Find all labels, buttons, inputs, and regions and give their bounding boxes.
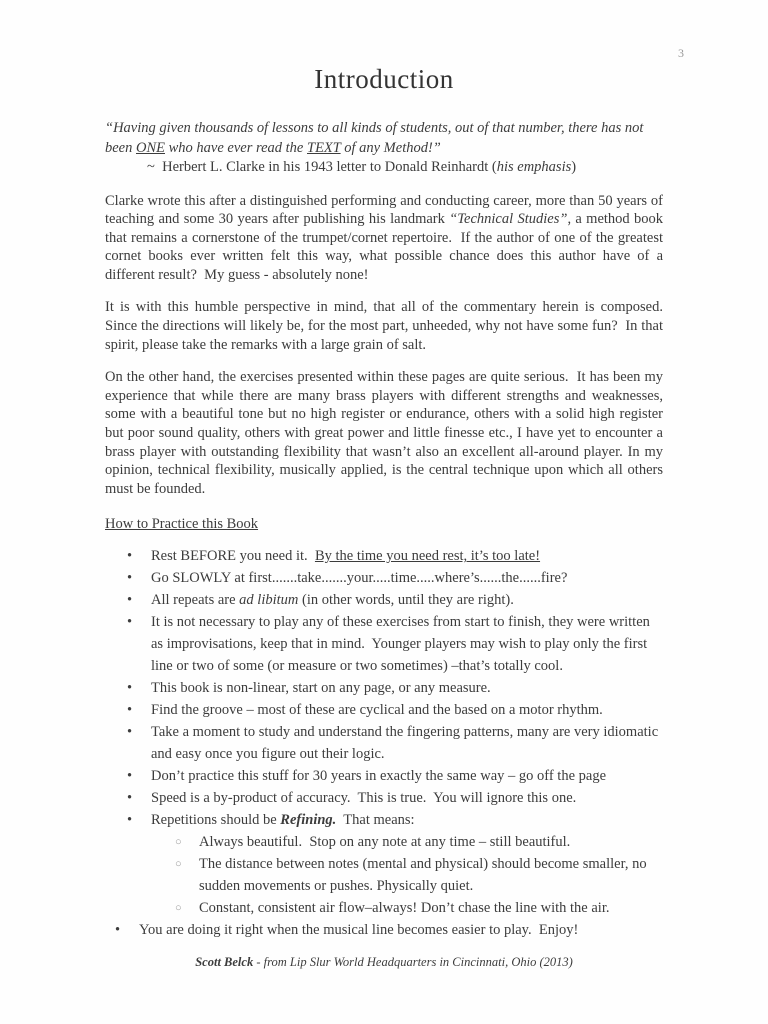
text-segment: All repeats are (151, 592, 240, 609)
bullet-marker: • (127, 548, 133, 565)
bullet-item (105, 611, 663, 677)
bullet-item (105, 567, 663, 589)
text-segment: Don’t practice this stuff for 30 years in exactly the same way – go off the page (151, 768, 607, 785)
section-heading: How to Practice this Book (105, 516, 259, 533)
text-segment: Always beautiful. Stop on any note at any time – still beautiful. (199, 834, 571, 851)
text-segment: By the time you need rest, it’s too late! (314, 548, 541, 565)
bullet-text (151, 721, 663, 765)
text-segment: ad libitum (239, 592, 299, 609)
text-segment: Go SLOWLY at first.......take.......your.....time.....where’s......the......fire? (151, 570, 568, 587)
text-segment: That means: (336, 812, 415, 829)
text-segment: Clarke wrote this after a distinguished performing and conducting career, more than 50 years of teaching and some 30 years after publishing his landmark (105, 192, 667, 228)
sub-bullet-text (199, 831, 663, 853)
sub-bullet-marker: ○ (175, 858, 182, 871)
sub-bullet-item (105, 831, 663, 853)
text-segment: Scott Belck (195, 955, 254, 970)
bullet-marker: • (115, 922, 121, 939)
bullet-marker: • (127, 768, 133, 785)
bullet-item (105, 721, 663, 765)
bullet-text (151, 611, 663, 677)
bullet-marker: • (127, 614, 133, 631)
bullet-item (105, 765, 663, 787)
page-title: Introduction (314, 64, 454, 94)
text-segment: “Having given thousands of lessons to all kinds of students, out of that number, there has not been (105, 120, 647, 156)
practice-bullet-list (105, 545, 663, 941)
bullet-text (151, 677, 663, 699)
text-segment: of any Method!” (340, 139, 441, 156)
text-segment: This book is non-linear, start on any page, or any measure. (151, 680, 491, 697)
bullet-item (105, 787, 663, 809)
text-segment: Repetitions should be (151, 812, 281, 829)
bullet-item (105, 919, 663, 941)
sub-bullet-text (199, 853, 663, 897)
bullet-text (151, 699, 663, 721)
bullet-text (151, 545, 663, 567)
text-segment: Speed is a by-product of accuracy. This is true. You will ignore this one. (151, 790, 577, 807)
bullet-marker: • (127, 592, 133, 609)
paragraph (105, 368, 667, 498)
bullet-marker: • (127, 724, 133, 741)
sub-bullet-item (105, 897, 663, 919)
bullet-text (151, 567, 663, 589)
quote-attribution (147, 158, 663, 178)
page-number: 3 (678, 46, 684, 60)
bullet-text (151, 765, 663, 787)
text-segment: ~ Herbert L. Clarke in his 1943 letter to Donald Reinhardt ( (147, 159, 497, 175)
bullet-marker: • (127, 702, 133, 719)
text-segment: TEXT (307, 139, 341, 156)
sub-bullet-marker: ○ (175, 902, 182, 915)
paragraph (105, 298, 671, 354)
bullet-text (151, 787, 663, 809)
signature-line (105, 955, 663, 970)
sub-bullet-text (199, 897, 663, 919)
text-segment: On the other hand, the exercises presented within these pages are quite serious. It has been my experience that while there are many brass players with different strengths and weaknesses, some with a beautiful tone but no high register or endurance, others with a solid high register but poor sound quality, others with great power and little finesse etc., I have yet to encounter a brass player with outstanding flexibility that wasn’t also an excellent all-around player. In my opinion, technical flexibility, musically applied, is the central technique upon which all others must be founded. (105, 369, 667, 497)
quote (105, 119, 663, 158)
text-segment: who have ever read the (165, 139, 307, 156)
bullet-item (105, 589, 663, 611)
sub-bullet-marker: ○ (175, 836, 182, 849)
text-segment: (in other words, until they are right). (298, 592, 514, 609)
bullet-marker: • (127, 790, 133, 807)
text-segment: - (253, 955, 264, 970)
text-segment: Refining. (280, 812, 337, 829)
bullet-text (151, 589, 663, 611)
bullet-item (105, 809, 663, 831)
sub-bullet-item (105, 853, 663, 897)
bullet-item (105, 677, 663, 699)
text-segment: Rest BEFORE you need it. (151, 548, 315, 565)
text-segment: It is with this humble perspective in mind, that all of the commentary herein is composed. Since the directions will likely be, for the most part, unheeded, why not have some fun? In that spirit, please take the remarks with a large grain of salt. (105, 299, 671, 353)
paragraph (105, 192, 667, 285)
text-segment: Take a moment to study and understand the fingering patterns, many are very idiomatic and easy once you figure out their logic. (151, 724, 662, 763)
text-segment: Find the groove – most of these are cyclical and the based on a motor rhythm. (151, 702, 603, 719)
text-segment: You are doing it right when the musical line becomes easier to play. Enjoy! (139, 922, 579, 939)
bullet-text (151, 809, 663, 831)
text-segment: , a method book that remains a cornerstone of the trumpet/cornet repertoire. If the author of one of the greatest cornet books ever written felt this way, what possible chance does this author have of a different result? My guess - absolutely none! (105, 211, 667, 283)
text-segment: ) (571, 159, 577, 175)
bullet-marker: • (127, 812, 133, 829)
bullet-item (105, 699, 663, 721)
text-segment: “Technical Studies” (449, 211, 568, 228)
text-segment: The distance between notes (mental and physical) should become smaller, no sudden movements or pushes. Physically quiet. (199, 856, 651, 895)
bullet-text (139, 919, 663, 941)
bullet-marker: • (127, 570, 133, 587)
text-segment: Constant, consistent air flow–always! Don’t chase the line with the air. (199, 900, 610, 917)
bullet-marker: • (127, 680, 133, 697)
text-segment: It is not necessary to play any of these exercises from start to finish, they were written as improvisations, keep that in mind. Younger players may wish to play only the first line or two of some (or measure or two sometimes) –that’s totally cool. (151, 614, 654, 675)
text-segment: from Lip Slur World Headquarters in Cincinnati, Ohio (2013) (263, 955, 573, 970)
text-segment: his emphasis (496, 159, 572, 175)
bullet-item (105, 545, 663, 567)
text-segment: ONE (136, 139, 165, 156)
